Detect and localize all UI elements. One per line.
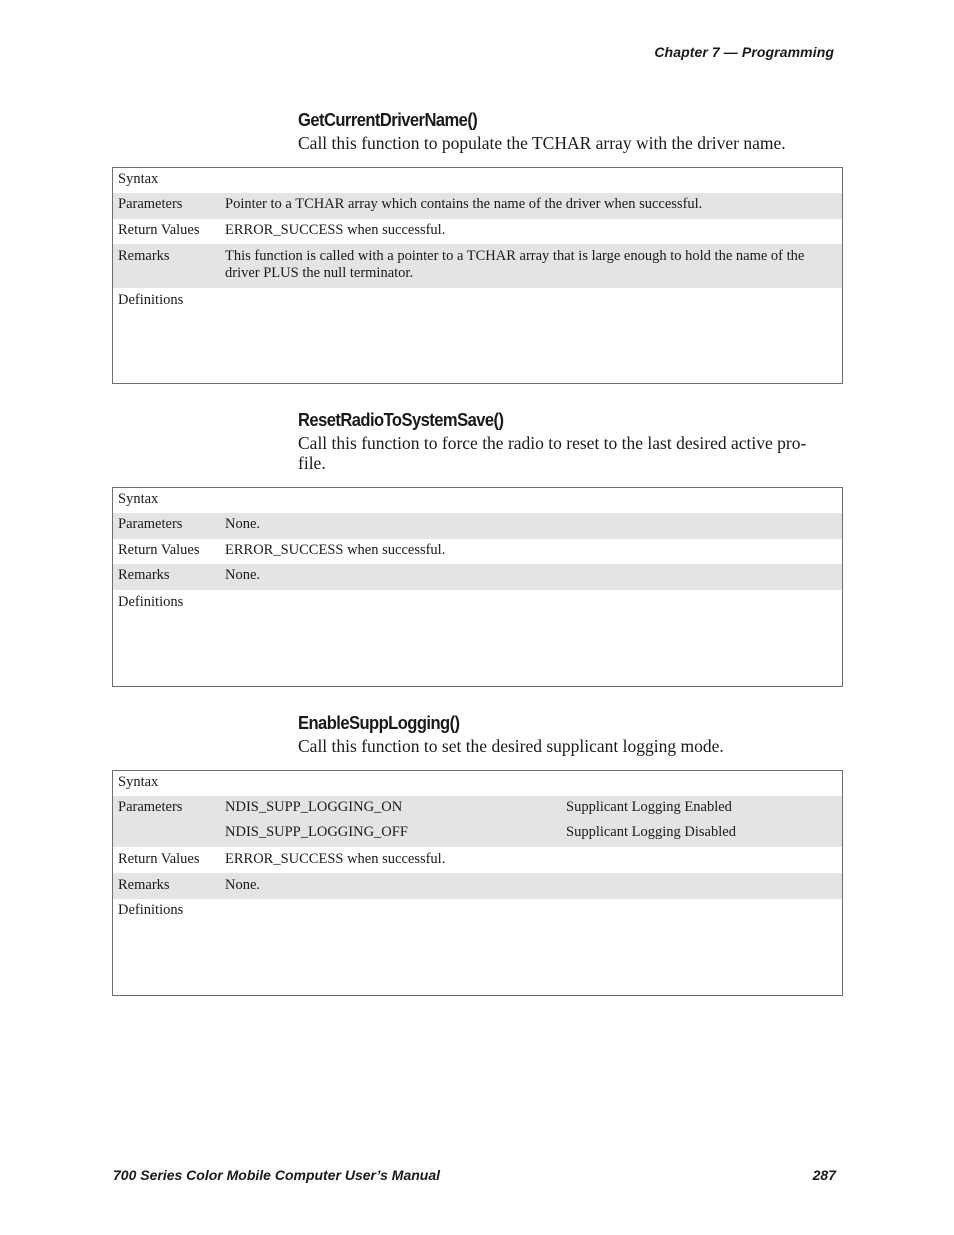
- syntax-label: Syntax: [118, 774, 159, 790]
- function-description: Call this function to force the radio to reset to the last desired active pro-file.: [298, 433, 807, 473]
- return-values-row: [113, 219, 842, 244]
- return-values-row: [113, 539, 842, 564]
- syntax-row: [113, 771, 842, 796]
- reference-table: [112, 770, 843, 996]
- definitions-label: Definitions: [118, 594, 184, 610]
- function-title: EnableSuppLogging(): [298, 713, 460, 733]
- remarks-value: This function is called with a pointer to a TCHAR array that is large enough to hold the name of the driver PLUS the null terminator.: [225, 248, 805, 281]
- return-values-label: Return Values: [118, 542, 200, 558]
- remarks-label: Remarks: [118, 877, 170, 893]
- remarks-row: [113, 564, 842, 590]
- parameters-label: Parameters: [118, 799, 183, 815]
- definitions-row: [113, 899, 842, 995]
- syntax-label: Syntax: [118, 171, 159, 187]
- remarks-label: Remarks: [118, 248, 170, 264]
- parameters-value: None.: [225, 516, 261, 532]
- parameters-label: Parameters: [118, 196, 183, 212]
- parameter-meaning: Supplicant Logging Enabled: [566, 799, 732, 815]
- syntax-row: [113, 488, 842, 513]
- parameters-label: Parameters: [118, 516, 183, 532]
- return-values-row: [113, 847, 842, 873]
- function-title: ResetRadioToSystemSave(): [298, 410, 504, 430]
- syntax-label: Syntax: [118, 491, 159, 507]
- reference-table: [112, 487, 843, 687]
- parameters-value: Pointer to a TCHAR array which contains the name of the driver when successful.: [225, 196, 703, 212]
- parameters-row: [113, 513, 842, 539]
- definitions-row: [113, 288, 842, 383]
- syntax-row: [113, 168, 842, 193]
- remarks-value: None.: [225, 877, 261, 893]
- function-title: GetCurrentDriverName(): [298, 110, 478, 130]
- remarks-label: Remarks: [118, 567, 170, 583]
- remarks-row: [113, 873, 842, 899]
- footer-manual-title: 700 Series Color Mobile Computer User’s Manual: [113, 1167, 441, 1183]
- return-values-value: ERROR_SUCCESS when successful.: [225, 542, 446, 558]
- return-values-value: ERROR_SUCCESS when successful.: [225, 851, 446, 867]
- return-values-label: Return Values: [118, 222, 200, 238]
- function-description: Call this function to populate the TCHAR array with the driver name.: [298, 133, 786, 153]
- definitions-label: Definitions: [118, 902, 184, 918]
- parameter-meaning: Supplicant Logging Disabled: [566, 824, 736, 840]
- footer-page-number: 287: [812, 1167, 836, 1183]
- definitions-label: Definitions: [118, 292, 184, 308]
- definitions-row: [113, 590, 842, 686]
- remarks-row: [113, 244, 842, 288]
- remarks-value: None.: [225, 567, 261, 583]
- return-values-value: ERROR_SUCCESS when successful.: [225, 222, 446, 238]
- parameter-name: NDIS_SUPP_LOGGING_OFF: [225, 824, 408, 840]
- parameters-row: [113, 193, 842, 219]
- parameter-name: NDIS_SUPP_LOGGING_ON: [225, 799, 403, 815]
- reference-table: [112, 167, 843, 384]
- parameters-row: [113, 796, 842, 847]
- running-head: Chapter 7 — Programming: [654, 44, 834, 60]
- function-description: Call this function to set the desired supplicant logging mode.: [298, 736, 724, 756]
- return-values-label: Return Values: [118, 851, 200, 867]
